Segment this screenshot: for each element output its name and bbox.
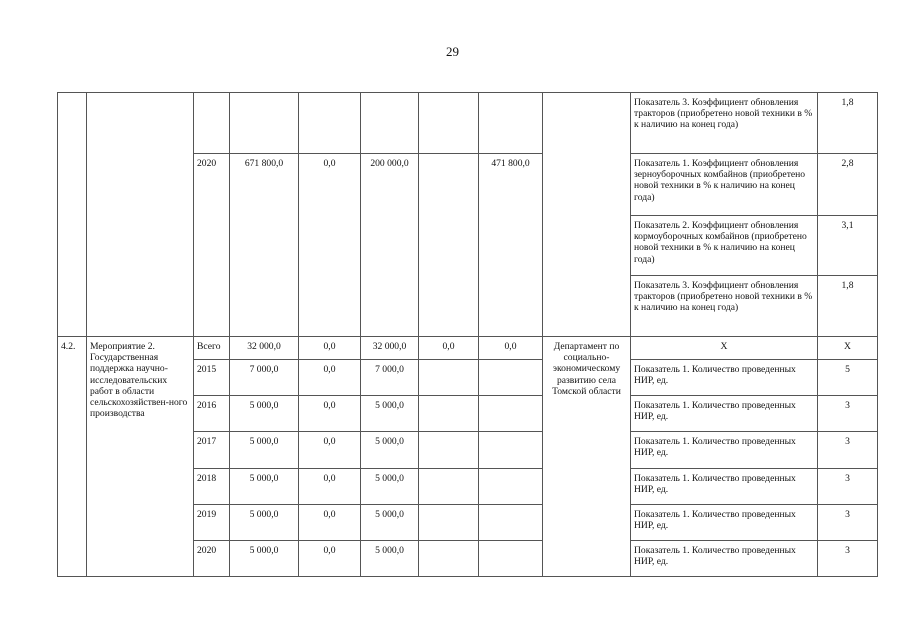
cell-local	[419, 432, 479, 469]
cell-value: 3	[818, 541, 878, 577]
cell-fed: 0,0	[299, 396, 361, 432]
cell-fed: 0,0	[299, 541, 361, 577]
cell-value: 2,8	[818, 154, 878, 216]
cell-indicator: Показатель 1. Количество проведенных НИР, ед.	[631, 469, 818, 505]
cell-year: 2017	[194, 432, 230, 469]
cell-reg: 5 000,0	[361, 469, 419, 505]
cell-reg: 7 000,0	[361, 360, 419, 396]
cell-indicator: Показатель 1. Количество проведенных НИР, ед.	[631, 360, 818, 396]
cell-fed: 0,0	[299, 337, 361, 360]
cell-local: 0,0	[419, 337, 479, 360]
cell-executor-empty	[543, 93, 631, 337]
cell-value: 3,1	[818, 216, 878, 276]
cell-fed: 0,0	[299, 154, 361, 337]
cell-value: 5	[818, 360, 878, 396]
table-row	[58, 93, 878, 154]
cell-total: 7 000,0	[230, 360, 299, 396]
cell-indicator: Х	[631, 337, 818, 360]
cell-fed: 0,0	[299, 505, 361, 541]
cell-name-empty	[87, 93, 194, 337]
cell-total: 32 000,0	[230, 337, 299, 360]
cell-local	[419, 505, 479, 541]
cell-fed	[299, 93, 361, 154]
cell-local	[419, 360, 479, 396]
cell-value: 3	[818, 469, 878, 505]
cell-year: Всего	[194, 337, 230, 360]
cell-extra: 0,0	[479, 337, 543, 360]
cell-year: 2019	[194, 505, 230, 541]
cell-total: 5 000,0	[230, 505, 299, 541]
cell-indicator: Показатель 3. Коэффициент обновления тракторов (приобретено новой техники в % к наличию на конец года)	[631, 276, 818, 337]
cell-fed: 0,0	[299, 432, 361, 469]
cell-indicator: Показатель 1. Количество проведенных НИР, ед.	[631, 432, 818, 469]
cell-fed: 0,0	[299, 469, 361, 505]
cell-reg: 200 000,0	[361, 154, 419, 337]
program-table	[57, 92, 878, 577]
table-row	[58, 337, 878, 360]
cell-executor: Департамент по социально-экономическому развитию села Томской области	[543, 337, 631, 577]
cell-year	[194, 93, 230, 154]
cell-extra	[479, 396, 543, 432]
cell-reg: 5 000,0	[361, 505, 419, 541]
cell-indicator: Показатель 1. Количество проведенных НИР, ед.	[631, 505, 818, 541]
cell-local	[419, 93, 479, 154]
cell-value: 3	[818, 396, 878, 432]
cell-local	[419, 396, 479, 432]
cell-total: 5 000,0	[230, 541, 299, 577]
cell-value: 1,8	[818, 276, 878, 337]
cell-extra	[479, 505, 543, 541]
cell-indicator: Показатель 1. Количество проведенных НИР, ед.	[631, 541, 818, 577]
cell-year: 2020	[194, 154, 230, 337]
cell-extra	[479, 541, 543, 577]
cell-reg: 5 000,0	[361, 541, 419, 577]
cell-value: 3	[818, 505, 878, 541]
cell-year: 2020	[194, 541, 230, 577]
cell-value: 1,8	[818, 93, 878, 154]
page-number: 29	[446, 44, 459, 59]
cell-extra	[479, 432, 543, 469]
cell-total: 5 000,0	[230, 432, 299, 469]
cell-fed: 0,0	[299, 360, 361, 396]
cell-section-name: Мероприятие 2. Государственная поддержка научно-исследовательских работ в области сельскохозяйствен-ного производства	[87, 337, 194, 577]
cell-indicator: Показатель 1. Количество проведенных НИР, ед.	[631, 396, 818, 432]
cell-indicator: Показатель 1. Коэффициент обновления зерноуборочных комбайнов (приобретено новой техники в % к наличию на конец года)	[631, 154, 818, 216]
cell-value: Х	[818, 337, 878, 360]
cell-indicator: Показатель 2. Коэффициент обновления кормоуборочных комбайнов (приобретено новой техники в % к наличию на конец года)	[631, 216, 818, 276]
cell-reg	[361, 93, 419, 154]
cell-extra: 471 800,0	[479, 154, 543, 337]
cell-extra	[479, 93, 543, 154]
cell-reg: 5 000,0	[361, 432, 419, 469]
cell-section-number: 4.2.	[58, 337, 87, 577]
cell-local	[419, 541, 479, 577]
cell-local	[419, 469, 479, 505]
cell-reg: 32 000,0	[361, 337, 419, 360]
cell-num-empty	[58, 93, 87, 337]
cell-reg: 5 000,0	[361, 396, 419, 432]
cell-total	[230, 93, 299, 154]
cell-local	[419, 154, 479, 337]
cell-total: 671 800,0	[230, 154, 299, 337]
cell-extra	[479, 469, 543, 505]
cell-indicator: Показатель 3. Коэффициент обновления тракторов (приобретено новой техники в % к наличию на конец года)	[631, 93, 818, 154]
cell-value: 3	[818, 432, 878, 469]
cell-total: 5 000,0	[230, 396, 299, 432]
cell-year: 2018	[194, 469, 230, 505]
cell-year: 2016	[194, 396, 230, 432]
cell-year: 2015	[194, 360, 230, 396]
cell-extra	[479, 360, 543, 396]
cell-total: 5 000,0	[230, 469, 299, 505]
